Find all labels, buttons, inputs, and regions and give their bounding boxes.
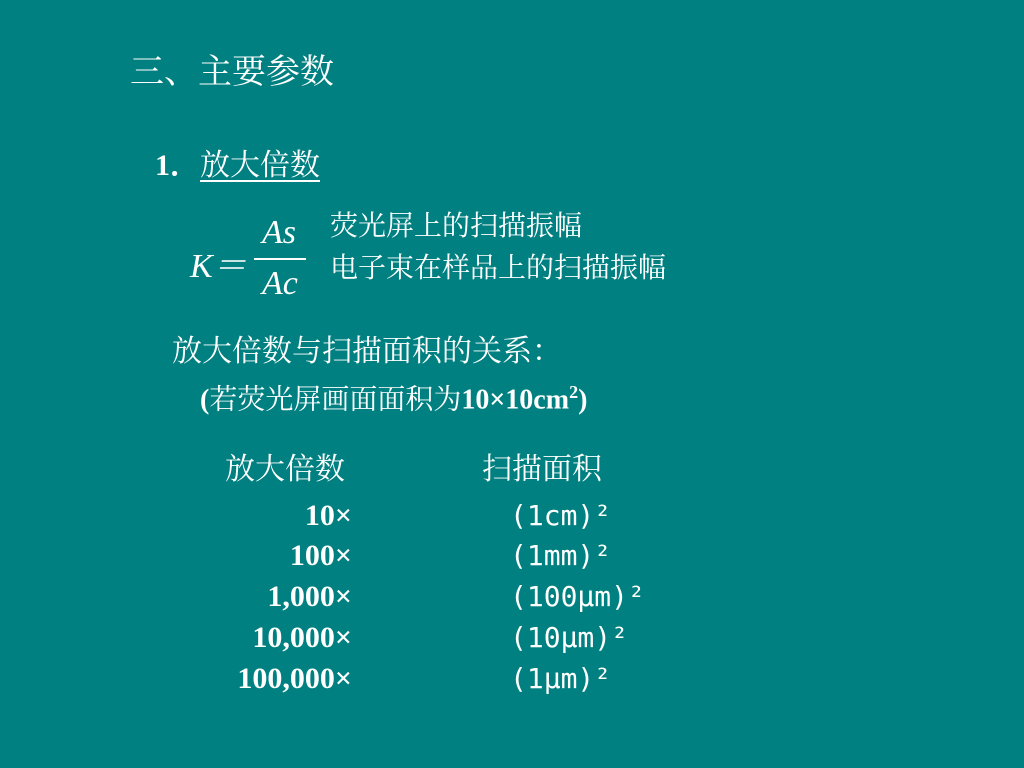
section-label: 放大倍数: [200, 148, 320, 183]
section-number: 1．: [155, 149, 200, 182]
section-heading: [155, 146, 320, 186]
denominator-description: 电子束在样品上的扫描振幅: [330, 251, 667, 284]
magnification-value: 100×: [289, 539, 352, 572]
magnification-value: 10×: [304, 499, 352, 532]
scan-area-value: (100μm)²: [510, 580, 645, 613]
note-open-paren: (: [200, 384, 210, 416]
scan-area-value: (10μm)²: [510, 621, 629, 654]
formula-numerator: As: [262, 214, 296, 251]
magnification-value: 10,000×: [252, 621, 352, 654]
formula-lhs: K＝: [190, 248, 247, 285]
note-close-paren: ): [578, 384, 588, 416]
note-value: 10×10cm: [461, 384, 570, 416]
formula-denominator: Ac: [262, 265, 298, 302]
screen-area-note: [200, 372, 587, 420]
header-magnification: 放大倍数: [225, 452, 345, 487]
scan-area-value: (1mm)²: [510, 539, 612, 572]
scan-area-value: (1μm)²: [510, 662, 612, 695]
magnification-value: 1,000×: [267, 580, 352, 613]
page-title: 三、主要参数: [130, 52, 334, 92]
numerator-description: 荧光屏上的扫描振幅: [330, 209, 583, 242]
note-text: 若荧光屏画面面积为: [209, 382, 462, 416]
header-scan-area: 扫描面积: [482, 452, 602, 487]
fraction-bar: [254, 258, 306, 260]
magnification-value: 100,000×: [237, 662, 352, 695]
scan-area-value: (1cm)²: [510, 499, 612, 532]
relation-heading: 放大倍数与扫描面积的关系：: [172, 334, 562, 369]
note-superscript: 2: [569, 382, 579, 402]
